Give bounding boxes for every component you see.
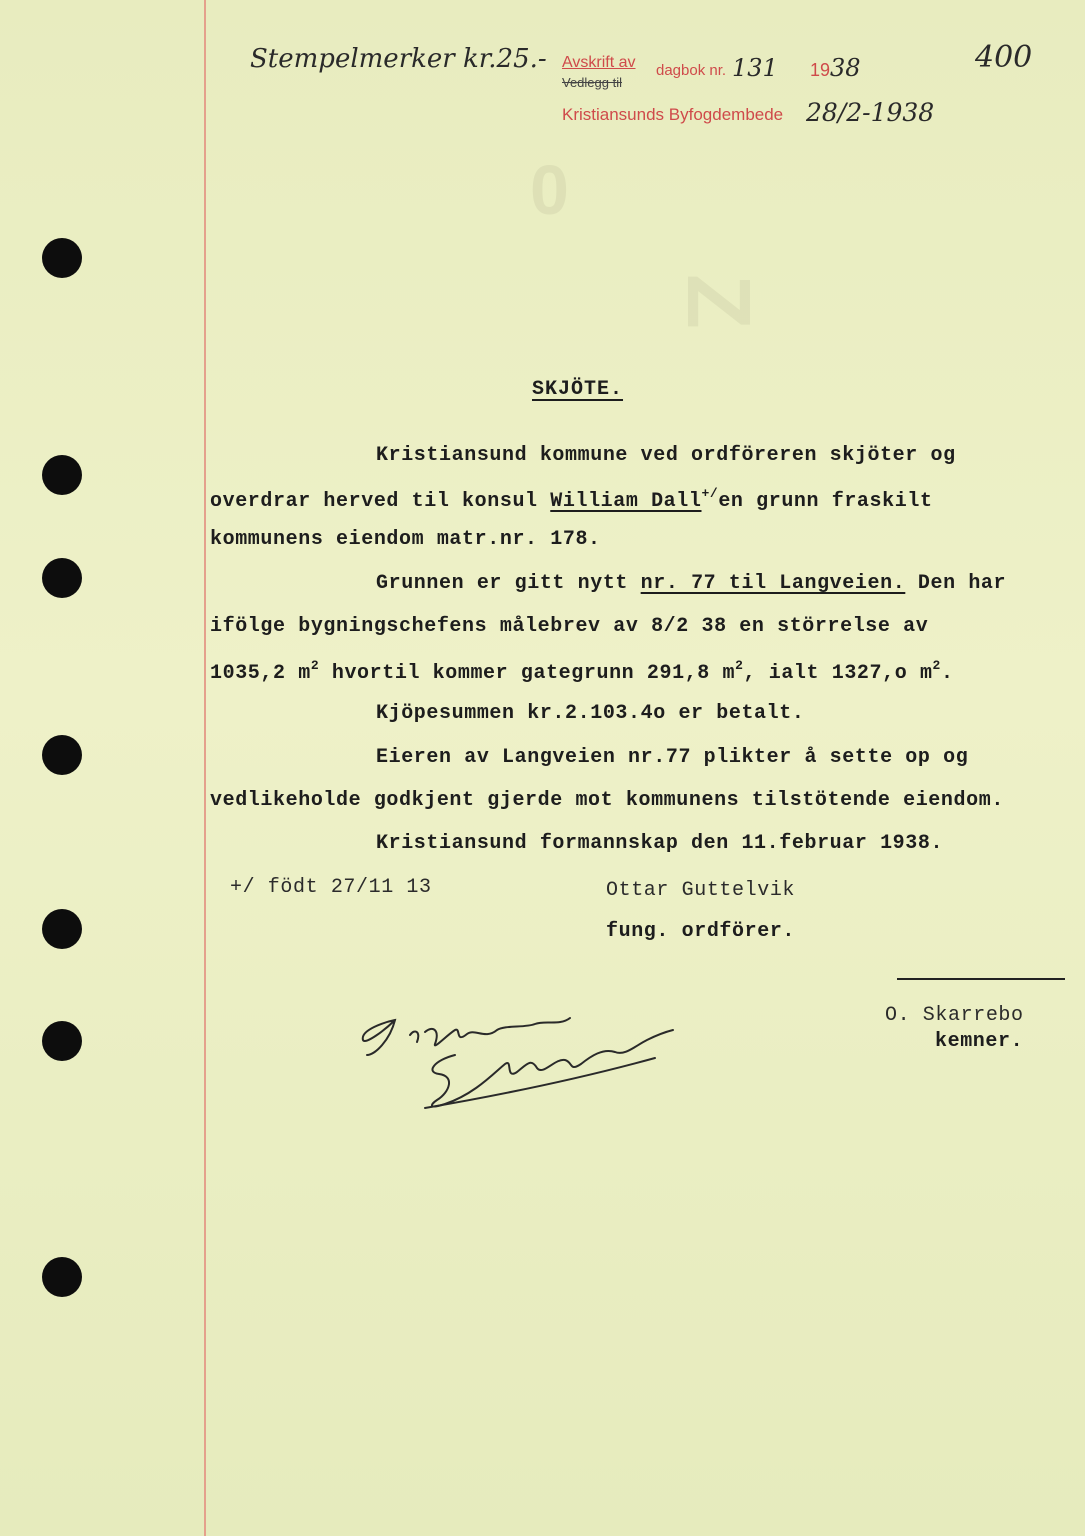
text-line: vedlikeholde godkjent gjerde mot kommunens tilstötende eiendom. <box>210 789 1004 812</box>
place-date-line: Kristiansund formannskap den 11.februar 1938. <box>376 832 944 855</box>
punch-hole <box>42 238 82 278</box>
stamp-office-name: Kristiansunds Byfogdembede <box>562 105 784 124</box>
document-title: SKJÖTE. <box>532 378 624 401</box>
signer2-name: O. Skarrebo <box>885 1004 1024 1027</box>
signer1-name: Ottar Guttelvik <box>606 879 796 902</box>
punch-hole <box>42 909 82 949</box>
text-line: Kjöpesummen kr.2.103.4o er betalt. <box>376 702 805 725</box>
punch-hole <box>42 1257 82 1297</box>
punch-hole <box>42 1021 82 1061</box>
stamp-duty-note: Stempelmerker kr.25.- <box>250 44 547 74</box>
bleed-through-mark: 0 <box>530 151 569 229</box>
page-number: 400 <box>975 40 1033 75</box>
stamp-year-prefix: 19 <box>810 60 831 80</box>
text-line: Kristiansund kommune ved ordföreren skjöter og <box>376 444 956 467</box>
new-address: nr. 77 til Langveien. <box>640 572 906 595</box>
stamp-dagbok-label: dagbok nr. <box>656 62 727 79</box>
text-line: Grunnen er gitt nytt nr. 77 til Langveien. Den har <box>376 572 1007 595</box>
signature-line <box>897 978 1065 980</box>
dagbok-number: 131 <box>732 54 778 82</box>
stamp-avskrift-label: Avskrift av <box>562 54 636 71</box>
text-line: ifölge bygningschefens målebrev av 8/2 38 en störrelse av <box>210 615 929 638</box>
footnote-marker: +/ <box>701 486 719 501</box>
punch-hole <box>42 735 82 775</box>
bleed-through-mark: Z <box>667 274 768 329</box>
signer1-title: fung. ordförer. <box>606 920 796 943</box>
text-line: kommunens eiendom matr.nr. 178. <box>210 528 601 551</box>
handwritten-signature <box>355 1000 685 1120</box>
stamp-year-handwritten: 38 <box>830 54 861 82</box>
grantee-name: William Dall <box>550 490 702 513</box>
stamp-date-handwritten: 28/2-1938 <box>806 98 935 127</box>
punch-hole <box>42 455 82 495</box>
footnote: +/ födt 27/11 13 <box>230 876 432 899</box>
text-line: overdrar herved til konsul William Dall+/en grunn fraskilt <box>210 486 933 513</box>
signer2-title: kemner. <box>935 1030 1024 1053</box>
margin-line <box>204 0 206 1536</box>
text-line: 1035,2 $m^2$ hvortil kommer gategrunn 291,8 $m^2$, ialt 1327,o $m^2$. <box>210 658 954 685</box>
stamp-struck-label: Vedlegg til <box>562 75 622 90</box>
punch-hole <box>42 558 82 598</box>
text-line: Eieren av Langveien nr.77 plikter å sette op og <box>376 746 969 769</box>
